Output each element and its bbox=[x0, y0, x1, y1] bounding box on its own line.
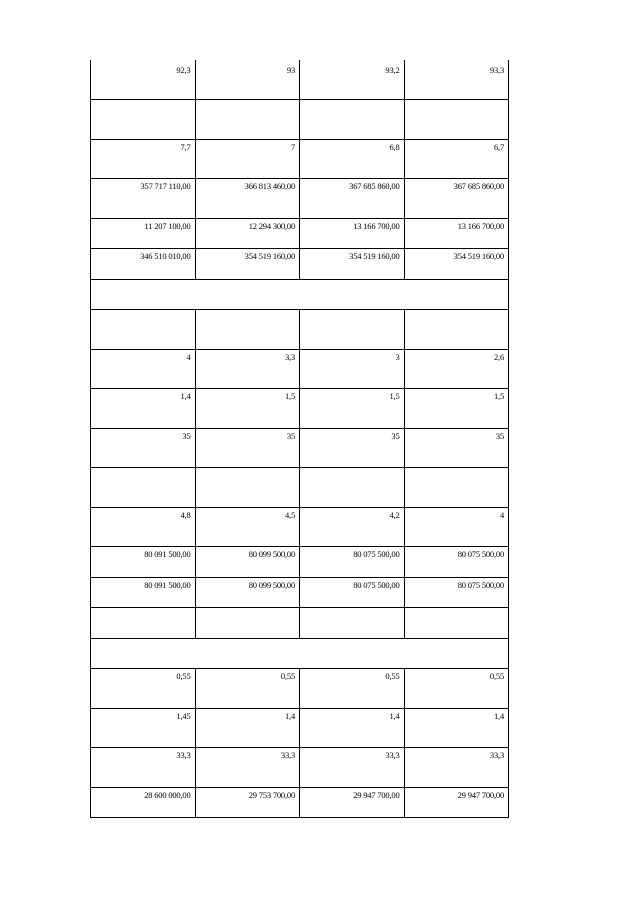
value-cell bbox=[91, 349, 196, 389]
section-header-cell bbox=[91, 638, 509, 669]
cell-value: 93,3 bbox=[489, 65, 504, 75]
cell-value: 11 207 100,00 bbox=[144, 220, 191, 231]
cell-value: 4,2 bbox=[389, 509, 400, 520]
value-cell bbox=[195, 547, 300, 578]
value-cell bbox=[91, 249, 196, 280]
cell-value: 80 075 500,00 bbox=[353, 579, 400, 590]
cell-value: 0,55 bbox=[280, 671, 295, 681]
empty-cell bbox=[91, 608, 196, 639]
cell-value: 367 685 860,00 bbox=[349, 181, 400, 191]
value-cell bbox=[404, 708, 509, 748]
cell-value: 366 813 460,00 bbox=[244, 181, 295, 191]
value-cell bbox=[300, 748, 405, 788]
cell-value: 354 519 160,00 bbox=[453, 251, 504, 261]
value-cell bbox=[91, 179, 196, 219]
value-cell bbox=[91, 708, 196, 748]
table-row bbox=[91, 60, 509, 100]
table-row bbox=[91, 708, 509, 748]
value-cell bbox=[195, 708, 300, 748]
empty-cell bbox=[300, 468, 405, 508]
value-cell bbox=[91, 507, 196, 547]
cell-value: 4 bbox=[499, 509, 504, 520]
value-cell bbox=[404, 349, 509, 389]
cell-value: 1,4 bbox=[284, 710, 295, 721]
cell-value: 93,2 bbox=[385, 65, 400, 75]
value-cell bbox=[195, 249, 300, 280]
cell-value: 80 091 500,00 bbox=[144, 549, 191, 559]
cell-value: 35 bbox=[182, 430, 191, 441]
value-cell bbox=[195, 139, 300, 179]
empty-cell bbox=[300, 310, 405, 350]
cell-value: 29 947 700,00 bbox=[353, 789, 400, 800]
value-cell bbox=[91, 787, 196, 818]
value-cell bbox=[91, 748, 196, 788]
value-cell bbox=[195, 389, 300, 429]
cell-value: 4,5 bbox=[284, 509, 295, 520]
value-cell bbox=[404, 787, 509, 818]
empty-cell bbox=[91, 468, 196, 508]
cell-value: 80 075 500,00 bbox=[457, 549, 504, 559]
value-cell bbox=[300, 547, 405, 578]
empty-cell bbox=[195, 310, 300, 350]
empty-cell bbox=[404, 608, 509, 639]
value-cell bbox=[300, 708, 405, 748]
table-row bbox=[91, 310, 509, 350]
table-row bbox=[91, 608, 509, 639]
cell-value: 4 bbox=[186, 351, 191, 362]
value-cell bbox=[300, 139, 405, 179]
empty-cell bbox=[195, 468, 300, 508]
value-cell bbox=[91, 218, 196, 249]
value-cell bbox=[300, 507, 405, 547]
value-cell bbox=[300, 349, 405, 389]
cell-value: 35 bbox=[495, 430, 504, 441]
cell-value: 367 685 860,00 bbox=[453, 181, 504, 191]
cell-value: 80 099 500,00 bbox=[248, 579, 295, 590]
value-cell bbox=[300, 428, 405, 468]
cell-value: 35 bbox=[286, 430, 295, 441]
value-cell bbox=[195, 507, 300, 547]
value-cell bbox=[404, 669, 509, 709]
table-row bbox=[91, 428, 509, 468]
value-cell bbox=[195, 669, 300, 709]
cell-value: 7 bbox=[290, 141, 295, 152]
cell-value: 80 075 500,00 bbox=[457, 579, 504, 590]
value-cell bbox=[195, 428, 300, 468]
cell-value: 93 bbox=[286, 65, 295, 75]
empty-cell bbox=[404, 100, 509, 140]
value-cell bbox=[91, 389, 196, 429]
empty-cell bbox=[300, 608, 405, 639]
cell-value: 346 510 010,00 bbox=[140, 251, 191, 261]
section-header-cell bbox=[91, 279, 509, 310]
table-row bbox=[91, 787, 509, 818]
cell-value: 33,3 bbox=[280, 750, 295, 760]
value-cell bbox=[404, 547, 509, 578]
value-cell bbox=[404, 577, 509, 608]
cell-value: 29 947 700,00 bbox=[457, 789, 504, 800]
cell-value: 28 600 000,00 bbox=[144, 789, 191, 800]
value-cell bbox=[91, 577, 196, 608]
cell-value: 1,4 bbox=[180, 391, 191, 401]
cell-value: 13 166 700,00 bbox=[457, 220, 504, 231]
data-table-page bbox=[90, 60, 508, 818]
empty-cell bbox=[300, 100, 405, 140]
empty-cell bbox=[404, 468, 509, 508]
empty-cell bbox=[195, 608, 300, 639]
value-cell bbox=[300, 787, 405, 818]
table-row bbox=[91, 748, 509, 788]
table-row bbox=[91, 638, 509, 669]
value-cell bbox=[300, 218, 405, 249]
table-row bbox=[91, 218, 509, 249]
cell-value: 12 294 300,00 bbox=[248, 220, 295, 231]
cell-value: 3,3 bbox=[284, 351, 295, 362]
value-cell bbox=[404, 60, 509, 100]
cell-value: 35 bbox=[391, 430, 400, 441]
cell-value: 1,5 bbox=[284, 391, 295, 401]
table-row bbox=[91, 100, 509, 140]
empty-cell bbox=[195, 100, 300, 140]
value-cell bbox=[91, 547, 196, 578]
value-cell bbox=[195, 748, 300, 788]
table-row bbox=[91, 279, 509, 310]
table-row bbox=[91, 389, 509, 429]
cell-value: 3 bbox=[395, 351, 400, 362]
value-cell bbox=[404, 389, 509, 429]
table-row bbox=[91, 179, 509, 219]
value-cell bbox=[91, 428, 196, 468]
cell-value: 80 091 500,00 bbox=[144, 579, 191, 590]
empty-cell bbox=[91, 100, 196, 140]
cell-value: 80 075 500,00 bbox=[353, 549, 400, 559]
value-cell bbox=[404, 249, 509, 280]
value-cell bbox=[404, 428, 509, 468]
value-cell bbox=[300, 577, 405, 608]
cell-value: 80 099 500,00 bbox=[248, 549, 295, 559]
cell-value: 0,55 bbox=[176, 671, 191, 681]
cell-value: 1,4 bbox=[389, 710, 400, 721]
cell-value: 1,4 bbox=[493, 710, 504, 721]
table-row bbox=[91, 577, 509, 608]
value-cell bbox=[91, 669, 196, 709]
value-cell bbox=[404, 179, 509, 219]
cell-value: 29 753 700,00 bbox=[248, 789, 295, 800]
table-row bbox=[91, 507, 509, 547]
value-cell bbox=[195, 787, 300, 818]
cell-value: 2,6 bbox=[493, 351, 504, 362]
value-cell bbox=[300, 60, 405, 100]
table-row bbox=[91, 139, 509, 179]
cell-value: 1,5 bbox=[493, 391, 504, 401]
value-cell bbox=[404, 218, 509, 249]
value-cell bbox=[404, 748, 509, 788]
value-cell bbox=[195, 349, 300, 389]
cell-value: 1,5 bbox=[389, 391, 400, 401]
value-cell bbox=[195, 179, 300, 219]
cell-value: 4,8 bbox=[180, 509, 191, 520]
value-cell bbox=[300, 179, 405, 219]
value-cell bbox=[404, 139, 509, 179]
data-table-body bbox=[91, 60, 509, 818]
value-cell bbox=[195, 60, 300, 100]
table-row bbox=[91, 468, 509, 508]
value-cell bbox=[300, 669, 405, 709]
cell-value: 354 519 160,00 bbox=[349, 251, 400, 261]
empty-cell bbox=[91, 310, 196, 350]
cell-value: 354 519 160,00 bbox=[244, 251, 295, 261]
value-cell bbox=[195, 577, 300, 608]
value-cell bbox=[300, 389, 405, 429]
value-cell bbox=[91, 60, 196, 100]
cell-value: 33,3 bbox=[176, 750, 191, 760]
cell-value: 6,7 bbox=[493, 141, 504, 152]
cell-value: 1,45 bbox=[176, 710, 191, 721]
cell-value: 0,55 bbox=[385, 671, 400, 681]
table-row bbox=[91, 249, 509, 280]
cell-value: 6,8 bbox=[389, 141, 400, 152]
cell-value: 33,3 bbox=[385, 750, 400, 760]
cell-value: 357 717 110,00 bbox=[140, 181, 191, 191]
cell-value: 13 166 700,00 bbox=[353, 220, 400, 231]
value-cell bbox=[300, 249, 405, 280]
cell-value: 92,3 bbox=[176, 65, 191, 75]
cell-value: 7,7 bbox=[180, 141, 191, 152]
table-row bbox=[91, 669, 509, 709]
value-cell bbox=[404, 507, 509, 547]
empty-cell bbox=[404, 310, 509, 350]
data-table bbox=[90, 60, 509, 818]
cell-value: 33,3 bbox=[489, 750, 504, 760]
value-cell bbox=[91, 139, 196, 179]
cell-value: 0,55 bbox=[489, 671, 504, 681]
table-row bbox=[91, 349, 509, 389]
table-row bbox=[91, 547, 509, 578]
value-cell bbox=[195, 218, 300, 249]
